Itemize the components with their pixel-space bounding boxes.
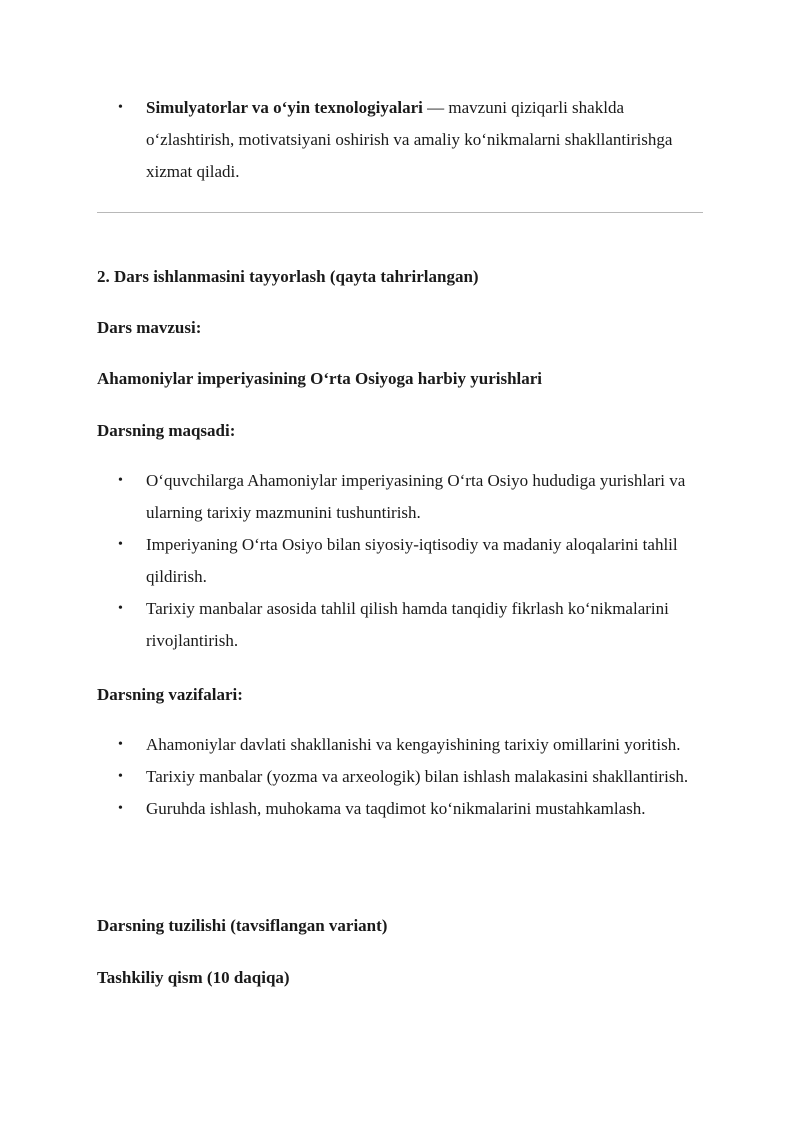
structure-label: Darsning tuzilishi (tavsiflangan variant) bbox=[97, 916, 388, 935]
list-item-text: Guruhda ishlash, muhokama va taqdimot ko‘nikmalarini mustahkamlash. bbox=[146, 799, 646, 818]
list-item bbox=[0, 793, 800, 825]
bullet-icon: • bbox=[118, 473, 123, 488]
list-item bbox=[0, 593, 800, 657]
goals-label: Darsning maqsadi: bbox=[97, 421, 236, 440]
intro-list bbox=[0, 92, 800, 188]
topic-title: Ahamoniylar imperiyasining O‘rta Osiyoga harbiy yurishlari bbox=[97, 369, 543, 388]
list-item bbox=[0, 465, 800, 529]
list-item-bold: Simulyatorlar va o‘yin texnologiyalari bbox=[146, 98, 423, 117]
bullet-icon: • bbox=[118, 769, 123, 784]
tasks-label: Darsning vazifalari: bbox=[97, 685, 243, 704]
bullet-icon: • bbox=[118, 100, 123, 115]
part1-label: Tashkiliy qism (10 daqiqa) bbox=[97, 968, 290, 987]
list-item bbox=[0, 92, 800, 188]
goals-list bbox=[0, 465, 800, 657]
tasks-list bbox=[0, 729, 800, 825]
topic-label: Dars mavzusi: bbox=[97, 318, 202, 337]
list-item-text: Tarixiy manbalar (yozma va arxeologik) bilan ishlash malakasini shakllantirish. bbox=[146, 767, 689, 786]
bullet-icon: • bbox=[118, 601, 123, 616]
list-item bbox=[0, 729, 800, 761]
list-item-text: — mavzuni qiziqarli shaklda o‘zlashtirish, motivatsiyani oshirish va amaliy ko‘nikmalarni shakllantirishga xizmat qiladi. bbox=[146, 98, 673, 181]
section-title: 2. Dars ishlanmasini tayyorlash (qayta tahrirlangan) bbox=[97, 267, 479, 286]
list-item-text: Ahamoniylar davlati shakllanishi va kengayishining tarixiy omillarini yoritish. bbox=[146, 735, 681, 754]
bullet-icon: • bbox=[118, 737, 123, 752]
bullet-icon: • bbox=[118, 537, 123, 552]
list-item bbox=[0, 529, 800, 593]
list-item-text: Imperiyaning O‘rta Osiyo bilan siyosiy-iqtisodiy va madaniy aloqalarini tahlil qildirish. bbox=[146, 535, 678, 586]
list-item-text: Tarixiy manbalar asosida tahlil qilish hamda tanqidiy fikrlash ko‘nikmalarini rivojlantirish. bbox=[146, 599, 669, 650]
list-item bbox=[0, 761, 800, 793]
bullet-icon: • bbox=[118, 801, 123, 816]
horizontal-rule bbox=[97, 212, 703, 213]
list-item-text: O‘quvchilarga Ahamoniylar imperiyasining O‘rta Osiyo hududiga yurishlari va ularning tarixiy mazmunini tushuntirish. bbox=[146, 471, 686, 522]
